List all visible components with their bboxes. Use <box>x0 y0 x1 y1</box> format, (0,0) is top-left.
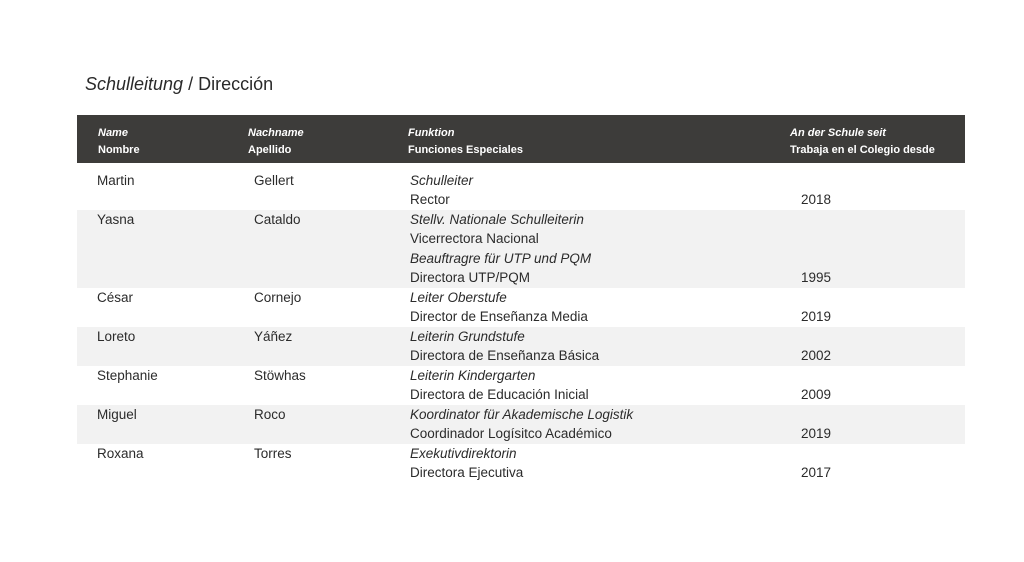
function-cell <box>410 327 599 366</box>
function-spanish: Vicerrectora Nacional <box>410 231 539 246</box>
first-name: César <box>97 289 134 305</box>
function-cell <box>410 444 523 483</box>
function-german: Exekutivdirektorin <box>410 445 517 461</box>
function-german: Leiterin Grundstufe <box>410 328 525 344</box>
function-spanish: Directora UTP/PQM <box>410 270 531 285</box>
function-german: Leiterin Kindergarten <box>410 367 536 383</box>
function-german: Schulleiter <box>410 172 474 188</box>
table-row <box>77 405 965 444</box>
function-german: Stellv. Nationale Schulleiterin <box>410 211 584 227</box>
last-name: Torres <box>254 445 292 461</box>
last-name: Cornejo <box>254 289 302 305</box>
table-row <box>77 210 965 288</box>
first-name: Stephanie <box>97 367 158 383</box>
title-german: Schulleitung <box>85 74 184 94</box>
header-label-de: Nachname <box>248 127 304 139</box>
since-year: 1995 <box>801 270 832 285</box>
header-label-es: Trabaja en el Colegio desde <box>790 144 935 156</box>
header-label-es: Nombre <box>98 144 140 156</box>
since-year: 2019 <box>801 426 832 441</box>
function-german: Beauftragre für UTP und PQM <box>410 250 592 266</box>
since-year: 2009 <box>801 387 832 402</box>
header-label-es: Apellido <box>248 144 292 156</box>
first-name: Miguel <box>97 406 137 422</box>
header-function <box>408 125 523 159</box>
table-row <box>77 444 965 483</box>
table-row <box>77 163 965 210</box>
function-german: Leiter Oberstufe <box>410 289 507 305</box>
last-name: Stöwhas <box>254 367 306 383</box>
first-name: Yasna <box>97 211 135 227</box>
function-spanish: Directora Ejecutiva <box>410 465 524 480</box>
function-spanish: Directora de Enseñanza Básica <box>410 348 600 363</box>
last-name: Yáñez <box>254 328 293 344</box>
function-spanish: Director de Enseñanza Media <box>410 309 588 324</box>
header-label-de: Funktion <box>408 127 455 139</box>
since-year: 2002 <box>801 348 832 363</box>
function-spanish: Rector <box>410 192 450 207</box>
since-year: 2019 <box>801 309 832 324</box>
table-row <box>77 288 965 327</box>
first-name: Martin <box>97 172 135 188</box>
header-label-es: Funciones Especiales <box>408 144 523 156</box>
function-cell <box>410 405 633 444</box>
table-body <box>77 163 965 483</box>
staff-table <box>77 115 965 483</box>
first-name: Roxana <box>97 445 144 461</box>
last-name: Gellert <box>254 172 294 188</box>
header-label-de: An der Schule seit <box>790 127 886 139</box>
last-name: Cataldo <box>254 211 301 227</box>
table-row <box>77 366 965 405</box>
first-name: Loreto <box>97 328 136 344</box>
since-year: 2017 <box>801 465 832 480</box>
header-since <box>790 125 935 159</box>
table-row <box>77 327 965 366</box>
since-year: 2018 <box>801 192 832 207</box>
function-spanish: Coordinador Logísitco Académico <box>410 426 612 441</box>
function-spanish: Directora de Educación Inicial <box>410 387 589 402</box>
function-cell <box>410 366 589 405</box>
header-surname <box>248 125 304 159</box>
page-title <box>85 74 273 95</box>
last-name: Roco <box>254 406 286 422</box>
function-cell <box>410 288 588 327</box>
function-cell <box>410 210 591 288</box>
function-german: Koordinator für Akademische Logistik <box>410 406 634 422</box>
header-label-de: Name <box>98 127 128 139</box>
function-cell <box>410 171 473 210</box>
table-header <box>77 115 965 163</box>
title-spanish: Dirección <box>198 74 274 94</box>
header-name <box>98 125 140 159</box>
title-separator: / <box>183 74 199 94</box>
